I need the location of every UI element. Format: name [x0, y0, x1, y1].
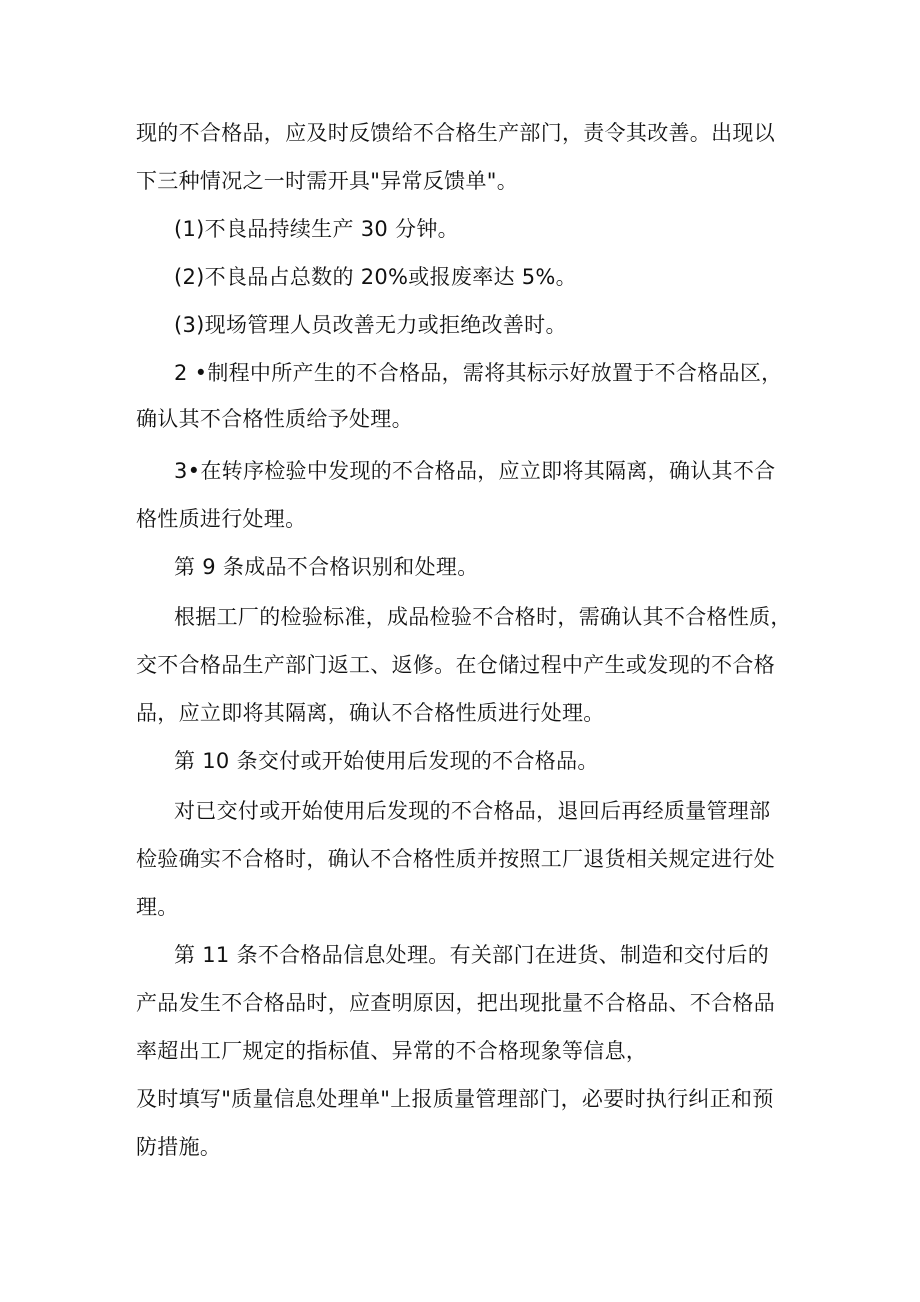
- text-line: 理。: [136, 895, 179, 919]
- section-heading: 第 9 条成品不合格识别和处理。: [174, 555, 479, 579]
- text-line: 检验确实不合格时，确认不合格性质并按照工厂退货相关规定进行处: [136, 847, 775, 871]
- text-line: 现的不合格品，应及时反馈给不合格生产部门，责令其改善。出现以: [136, 121, 775, 145]
- list-item: (2)不良品占总数的 20%或报废率达 5%。: [174, 265, 577, 289]
- section-heading: 第 10 条交付或开始使用后发现的不合格品。: [174, 749, 599, 773]
- text-line: 确认其不合格性质给予处理。: [136, 407, 413, 431]
- text-line: 交不合格品生产部门返工、返修。在仓储过程中产生或发现的不合格: [136, 653, 775, 677]
- text-line: 率超出工厂规定的指标值、异常的不合格现象等信息，: [136, 1039, 648, 1063]
- section-heading: 第 11 条不合格品信息处理。有关部门在进货、制造和交付后的: [174, 943, 770, 967]
- text-line: 下三种情况之一时需开具"异常反馈单"。: [136, 169, 519, 193]
- text-line: 及时填写"质量信息处理单"上报质量管理部门，必要时执行纠正和预: [136, 1087, 774, 1111]
- list-item: (1)不良品持续生产 30 分钟。: [174, 217, 459, 241]
- text-line: 根据工厂的检验标准，成品检验不合格时，需确认其不合格性质，: [174, 605, 792, 629]
- text-line: 对已交付或开始使用后发现的不合格品，退回后再经质量管理部: [174, 799, 771, 823]
- text-line: 品，应立即将其隔离，确认不合格性质进行处理。: [136, 701, 605, 725]
- text-line: 2 •制程中所产生的不合格品，需将其标示好放置于不合格品区，: [174, 361, 783, 385]
- text-line: 防措施。: [136, 1135, 222, 1159]
- text-line: 3•在转序检验中发现的不合格品，应立即将其隔离，确认其不合: [174, 459, 776, 483]
- text-line: 格性质进行处理。: [136, 507, 307, 531]
- text-line: 产品发生不合格品时，应查明原因，把出现批量不合格品、不合格品: [136, 991, 775, 1015]
- list-item: (3)现场管理人员改善无力或拒绝改善时。: [174, 313, 567, 337]
